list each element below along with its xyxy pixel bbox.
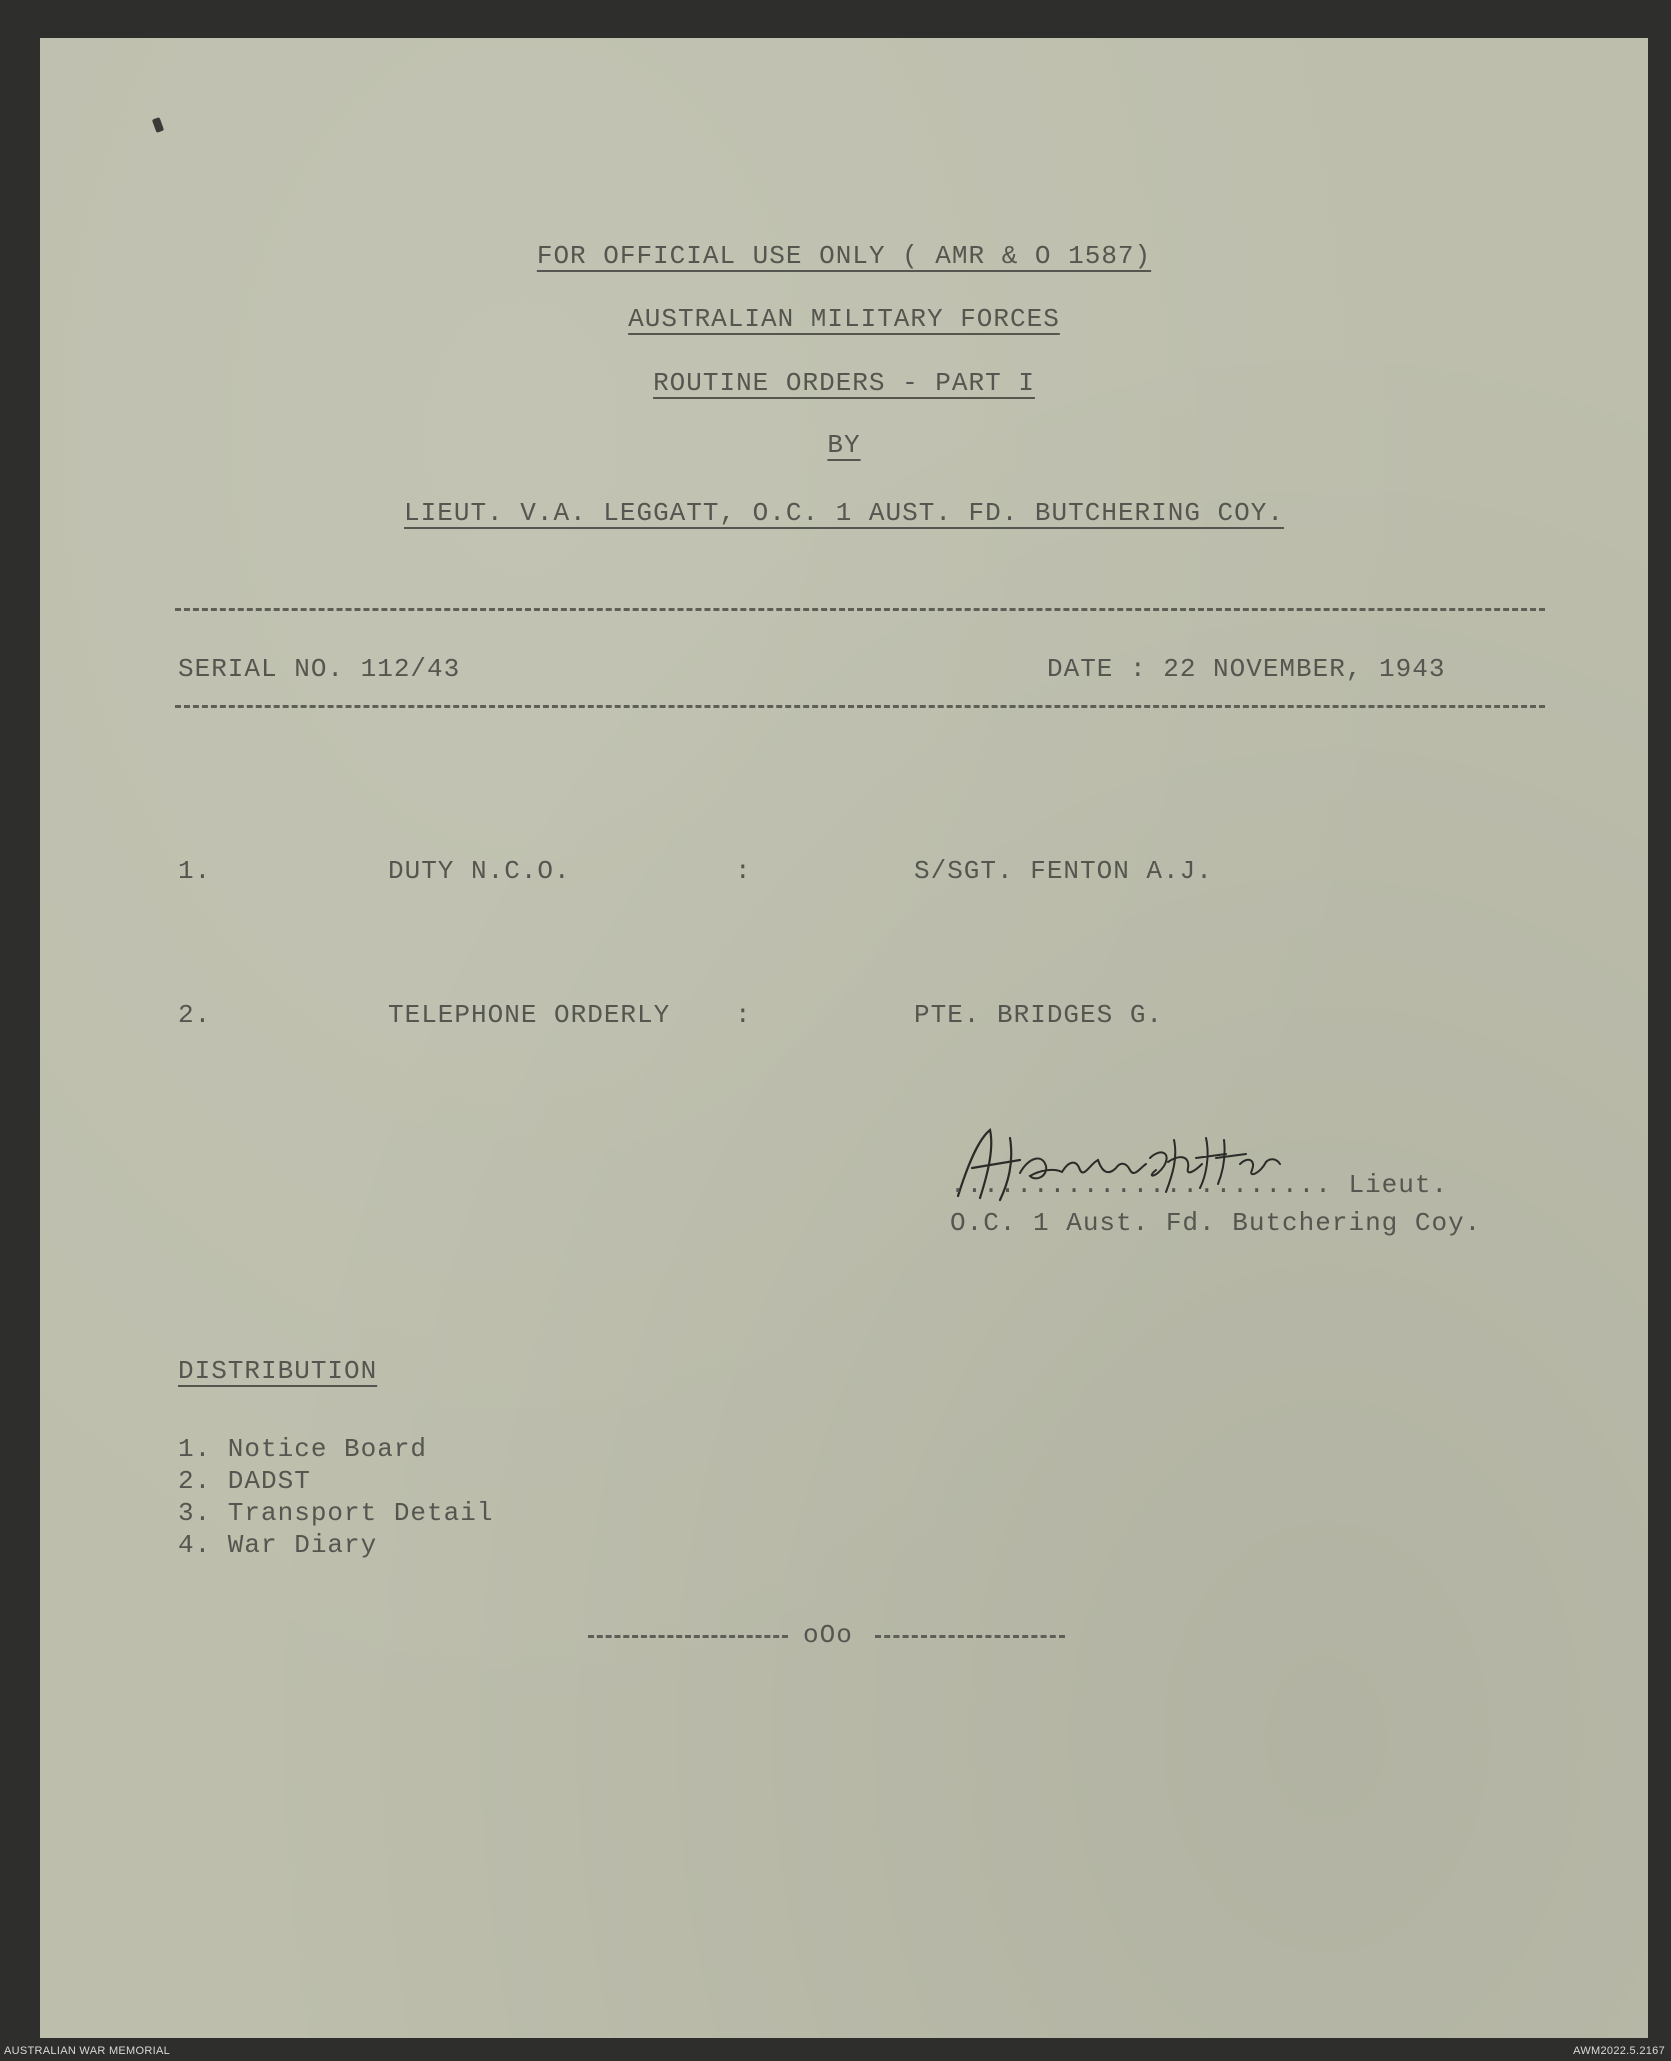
document-page — [40, 38, 1648, 2038]
header-line-by: BY — [827, 430, 861, 460]
order-number: 2. — [178, 1000, 212, 1030]
header-line-officer: LIEUT. V.A. LEGGATT, O.C. 1 AUST. FD. BUTCHERING COY. — [404, 498, 1284, 528]
signature-title: O.C. 1 Aust. Fd. Butchering Coy. — [950, 1208, 1482, 1238]
order-number: 1. — [178, 856, 212, 886]
end-dash-left — [588, 1635, 788, 1638]
order-assignee: S/SGT. FENTON A.J. — [914, 856, 1213, 886]
order-assignee: PTE. BRIDGES G. — [914, 1000, 1164, 1030]
divider-bottom — [175, 705, 1545, 708]
list-item: 2. DADST — [178, 1466, 311, 1496]
list-item: 4. War Diary — [178, 1530, 378, 1560]
archive-credit: AUSTRALIAN WAR MEMORIAL — [4, 2045, 171, 2057]
signature-dots-rank: ....................... Lieut. — [950, 1170, 1449, 1200]
order-duty: DUTY N.C.O. — [388, 856, 571, 886]
divider-top — [175, 608, 1545, 611]
distribution-heading: DISTRIBUTION — [178, 1356, 378, 1386]
serial-number: SERIAL NO. 112/43 — [178, 654, 461, 684]
header-line-forces: AUSTRALIAN MILITARY FORCES — [628, 304, 1060, 334]
order-separator: : — [735, 856, 752, 886]
document-date: DATE : 22 NOVEMBER, 1943 — [1047, 654, 1446, 684]
order-duty: TELEPHONE ORDERLY — [388, 1000, 671, 1030]
list-item: 3. Transport Detail — [178, 1498, 494, 1528]
order-separator: : — [735, 1000, 752, 1030]
list-item: 1. Notice Board — [178, 1434, 428, 1464]
end-dash-right — [875, 1635, 1065, 1638]
end-mark: oOo — [803, 1620, 853, 1650]
header-line-routine-orders: ROUTINE ORDERS - PART I — [653, 368, 1035, 398]
ink-mark — [152, 117, 164, 133]
header-line-classification: FOR OFFICIAL USE ONLY ( AMR & O 1587) — [536, 241, 1152, 271]
archive-reference: AWM2022.5.2167 — [1573, 2045, 1665, 2057]
